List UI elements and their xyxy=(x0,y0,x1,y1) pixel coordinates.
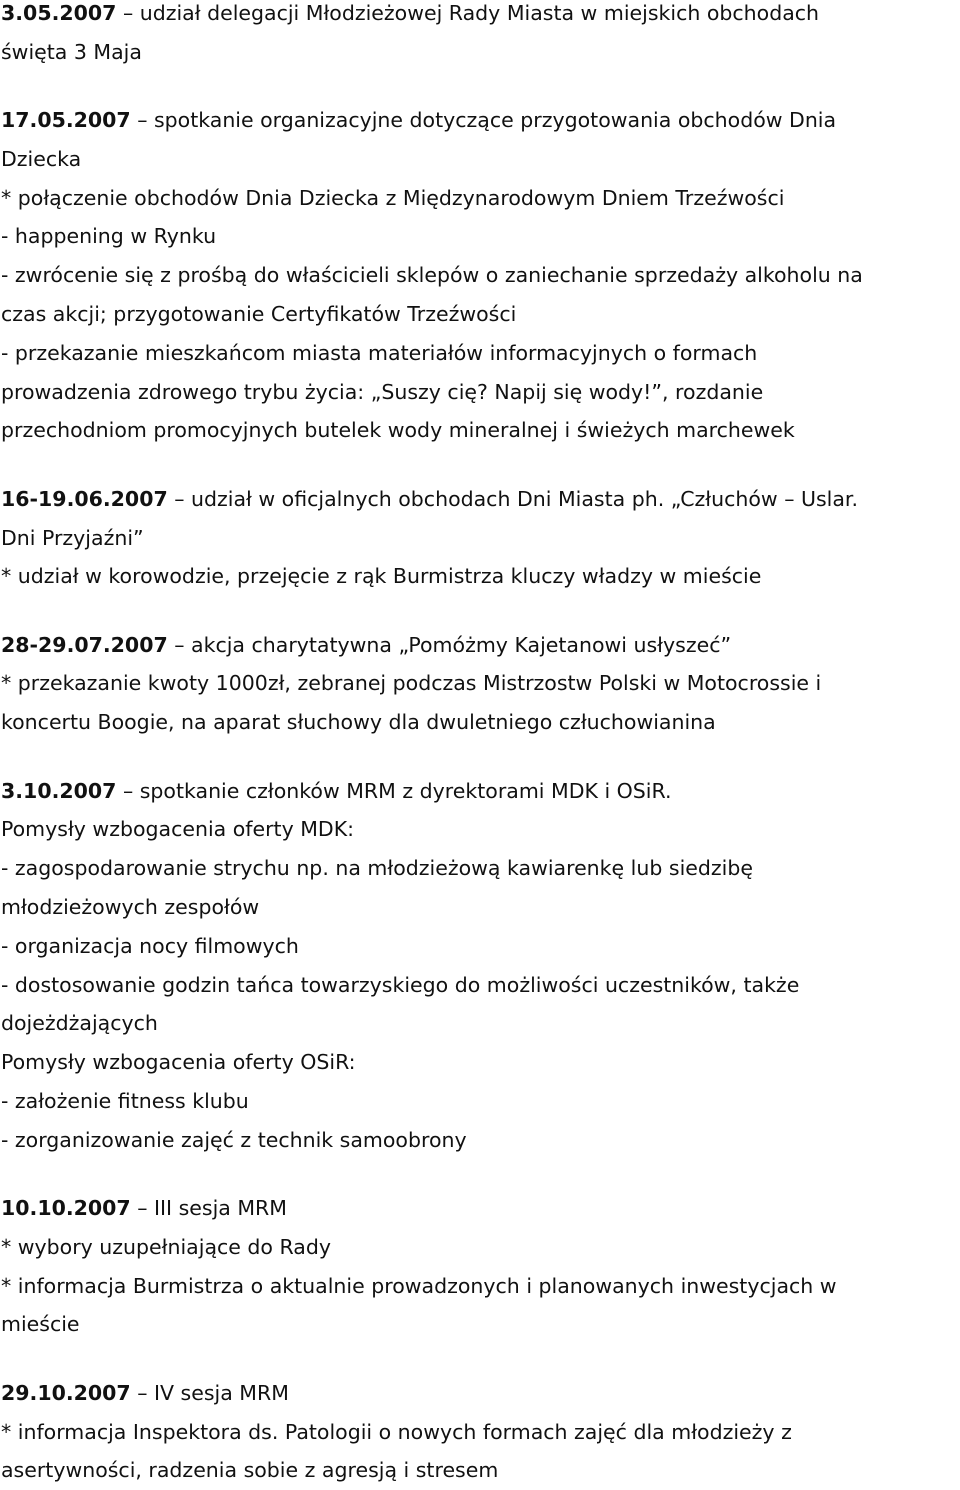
entry-title: – III sesja MRM xyxy=(130,1196,287,1221)
entry-date: 16-19.06.2007 xyxy=(1,486,168,511)
entry-line: czas akcji; przygotowanie Certyfikatów Trzeźwości xyxy=(1,302,517,327)
entry-heading xyxy=(1,0,959,33)
entry-line: * przekazanie kwoty 1000zł, zebranej podczas Mistrzostw Polski w Motocrossie i xyxy=(1,671,822,696)
entry-title: – udział delegacji Młodzieżowej Rady Miasta w miejskich obchodach xyxy=(116,1,820,25)
entry-date: 17.05.2007 xyxy=(1,108,131,133)
entry-line: młodzieżowych zespołów xyxy=(1,894,260,919)
entry-line: * wybory uzupełniające do Rady xyxy=(1,1234,331,1259)
entry-line: Pomysły wzbogacenia oferty OSiR: xyxy=(1,1050,356,1075)
entry-line: koncertu Boogie, na aparat słuchowy dla dwuletniego człuchowianina xyxy=(1,710,716,735)
entry-heading xyxy=(1,1374,959,1413)
entry-date: 10.10.2007 xyxy=(1,1196,131,1221)
entry-line: - założenie fitness klubu xyxy=(1,1088,249,1113)
entry-line: Dni Przyjaźni” xyxy=(1,525,144,550)
entry-line: - zagospodarowanie strychu np. na młodzieżową kawiarenkę lub siedzibę xyxy=(1,856,753,881)
entry-line: mieście xyxy=(1,1312,80,1337)
entry-3-05-2007 xyxy=(1,0,959,72)
entry-28-29-07-2007 xyxy=(1,626,959,742)
entry-heading xyxy=(1,626,959,665)
entry-line: * połączenie obchodów Dnia Dziecka z Międzynarodowym Dniem Trzeźwości xyxy=(1,185,785,210)
entry-line: * informacja Burmistrza o aktualnie prowadzonych i planowanych inwestycjach w xyxy=(1,1273,837,1298)
entry-date: 3.10.2007 xyxy=(1,778,117,803)
entry-title: – spotkanie członków MRM z dyrektorami MDK i OSiR. xyxy=(116,778,672,803)
entry-line: święta 3 Maja xyxy=(1,39,142,64)
entry-line: asertywności, radzenia sobie z agresją i stresem xyxy=(1,1458,499,1483)
entry-line: - happening w Rynku xyxy=(1,224,217,249)
entry-line: - przekazanie mieszkańcom miasta materiałów informacyjnych o formach xyxy=(1,340,758,365)
entry-title: – IV sesja MRM xyxy=(130,1380,289,1405)
entry-title: – udział w oficjalnych obchodach Dni Miasta ph. „Człuchów – Uslar. xyxy=(167,486,858,511)
entry-line: Pomysły wzbogacenia oferty MDK: xyxy=(1,817,355,842)
entry-line: * informacja Inspektora ds. Patologii o nowych formach zajęć dla młodzieży z xyxy=(1,1419,792,1444)
entry-heading xyxy=(1,101,959,140)
entry-line: dojeżdżających xyxy=(1,1011,158,1036)
entry-line: Dziecka xyxy=(1,146,82,171)
entry-line: - dostosowanie godzin tańca towarzyskiego do możliwości uczestników, także xyxy=(1,972,800,997)
entry-date: 3.05.2007 xyxy=(1,1,117,25)
entry-line: - organizacja nocy filmowych xyxy=(1,933,299,958)
entry-heading xyxy=(1,480,959,519)
entry-title: – akcja charytatywna „Pomóżmy Kajetanowi usłyszeć” xyxy=(167,632,732,657)
entry-heading xyxy=(1,772,959,811)
entry-10-10-2007 xyxy=(1,1189,959,1344)
entry-heading xyxy=(1,1189,959,1228)
entry-date: 28-29.07.2007 xyxy=(1,632,168,657)
entry-29-10-2007 xyxy=(1,1374,959,1490)
entry-16-19-06-2007 xyxy=(1,480,959,596)
entry-3-10-2007 xyxy=(1,772,959,1160)
entry-line: przechodniom promocyjnych butelek wody mineralnej i świeżych marchewek xyxy=(1,418,795,443)
entry-title: – spotkanie organizacyjne dotyczące przygotowania obchodów Dnia xyxy=(130,108,837,133)
entry-line: prowadzenia zdrowego trybu życia: „Suszy cię? Napij się wody!”, rozdanie xyxy=(1,379,764,404)
entry-17-05-2007 xyxy=(1,101,959,450)
entry-line: * udział w korowodzie, przejęcie z rąk Burmistrza kluczy władzy w mieście xyxy=(1,564,762,589)
document-page xyxy=(1,0,959,1490)
entry-line: - zorganizowanie zajęć z technik samoobrony xyxy=(1,1127,467,1152)
entry-line: - zwrócenie się z prośbą do właścicieli sklepów o zaniechanie sprzedaży alkoholu na xyxy=(1,263,863,288)
entry-date: 29.10.2007 xyxy=(1,1380,131,1405)
